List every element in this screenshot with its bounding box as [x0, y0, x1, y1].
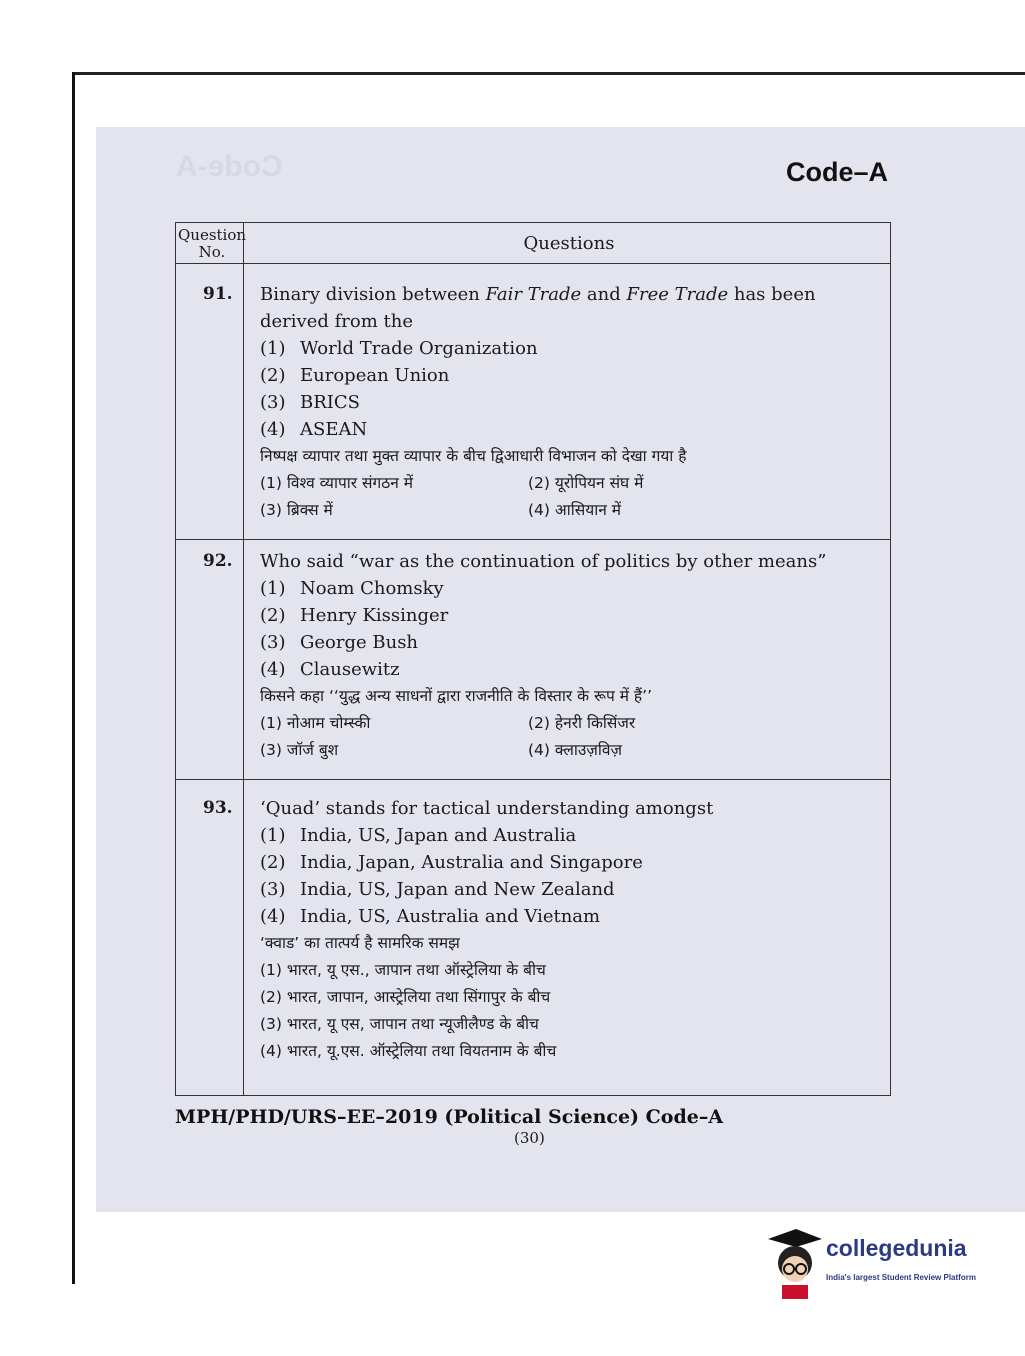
row-divider	[176, 539, 890, 540]
question-text: Who said “war as the continuation of politics by other means”	[260, 551, 827, 572]
question-number: 93.	[203, 798, 233, 818]
option: (1) World Trade Organization	[260, 338, 538, 359]
option: (2) India, Japan, Australia and Singapore	[260, 852, 643, 873]
collegedunia-logo[interactable]	[766, 1225, 996, 1305]
hindi-option-row: (1) नोआम चोम्स्की (2) हेनरी किसिंजर	[260, 714, 636, 732]
scan-edge	[72, 72, 1025, 75]
footer-title: MPH/PHD/URS–EE–2019 (Political Science) Code–A	[175, 1106, 724, 1128]
hindi-option-row: (3) ब्रिक्स में (4) आसियान में	[260, 501, 622, 519]
option: (3) George Bush	[260, 632, 419, 653]
option: (1) India, US, Japan and Australia	[260, 825, 577, 846]
hindi-option-row: (3) जॉर्ज बुश (4) क्लाउज़विज़	[260, 741, 622, 759]
option: (4) ASEAN	[260, 419, 368, 440]
student-mascot-icon	[766, 1225, 824, 1305]
hindi-option: (3) भारत, यू एस, जापान तथा न्यूजीलैण्ड के बीच	[260, 1015, 539, 1033]
hindi-option: (1) भारत, यू एस., जापान तथा ऑस्ट्रेलिया के बीच	[260, 961, 546, 979]
option: (4) India, US, Australia and Vietnam	[260, 906, 601, 927]
question-block	[260, 548, 888, 764]
question-number: 92.	[203, 551, 233, 571]
paper-code: Code–A	[785, 157, 888, 187]
option: (4) Clausewitz	[260, 659, 400, 680]
column-divider	[243, 223, 244, 1095]
question-text: Binary division between Fair Trade and Free Trade has been derived from the	[260, 284, 816, 332]
hindi-question-text: निष्पक्ष व्यापार तथा मुक्त व्यापार के बीच द्विआधारी विभाजन को देखा गया है	[260, 447, 687, 465]
hindi-question-text: किसने कहा ‘‘युद्ध अन्य साधनों द्वारा राजनीति के विस्तार के रूप में हैं’’	[260, 687, 653, 705]
hindi-option: (4) भारत, यू.एस. ऑस्ट्रेलिया तथा वियतनाम के बीच	[260, 1042, 557, 1060]
option: (3) BRICS	[260, 392, 360, 413]
column-header-no: Question No.	[178, 226, 247, 261]
option: (1) Noam Chomsky	[260, 578, 444, 599]
question-text: ‘Quad’ stands for tactical understanding amongst	[260, 798, 714, 819]
bleed-through-text: Code-A	[176, 150, 283, 183]
option: (3) India, US, Japan and New Zealand	[260, 879, 615, 900]
column-header-questions: Questions	[523, 233, 615, 254]
hindi-option: (2) भारत, जापान, आस्ट्रेलिया तथा सिंगापुर के बीच	[260, 988, 551, 1006]
question-table	[175, 222, 891, 1096]
hindi-option-row: (1) विश्व व्यापार संगठन में (2) यूरोपियन संघ में	[260, 474, 644, 492]
option: (2) European Union	[260, 365, 450, 386]
page-number: (30)	[514, 1129, 545, 1147]
hindi-question-text: ‘क्वाड’ का तात्पर्य है सामरिक समझ	[260, 934, 460, 952]
logo-wordmark: collegedunia	[826, 1235, 967, 1261]
option: (2) Henry Kissinger	[260, 605, 449, 626]
logo-tagline: India's largest Student Review Platform	[826, 1273, 976, 1282]
question-block	[260, 281, 888, 524]
row-divider	[176, 263, 890, 264]
scan-edge	[72, 72, 75, 1284]
row-divider	[176, 779, 890, 780]
question-number: 91.	[203, 284, 233, 304]
question-block	[260, 795, 888, 1065]
